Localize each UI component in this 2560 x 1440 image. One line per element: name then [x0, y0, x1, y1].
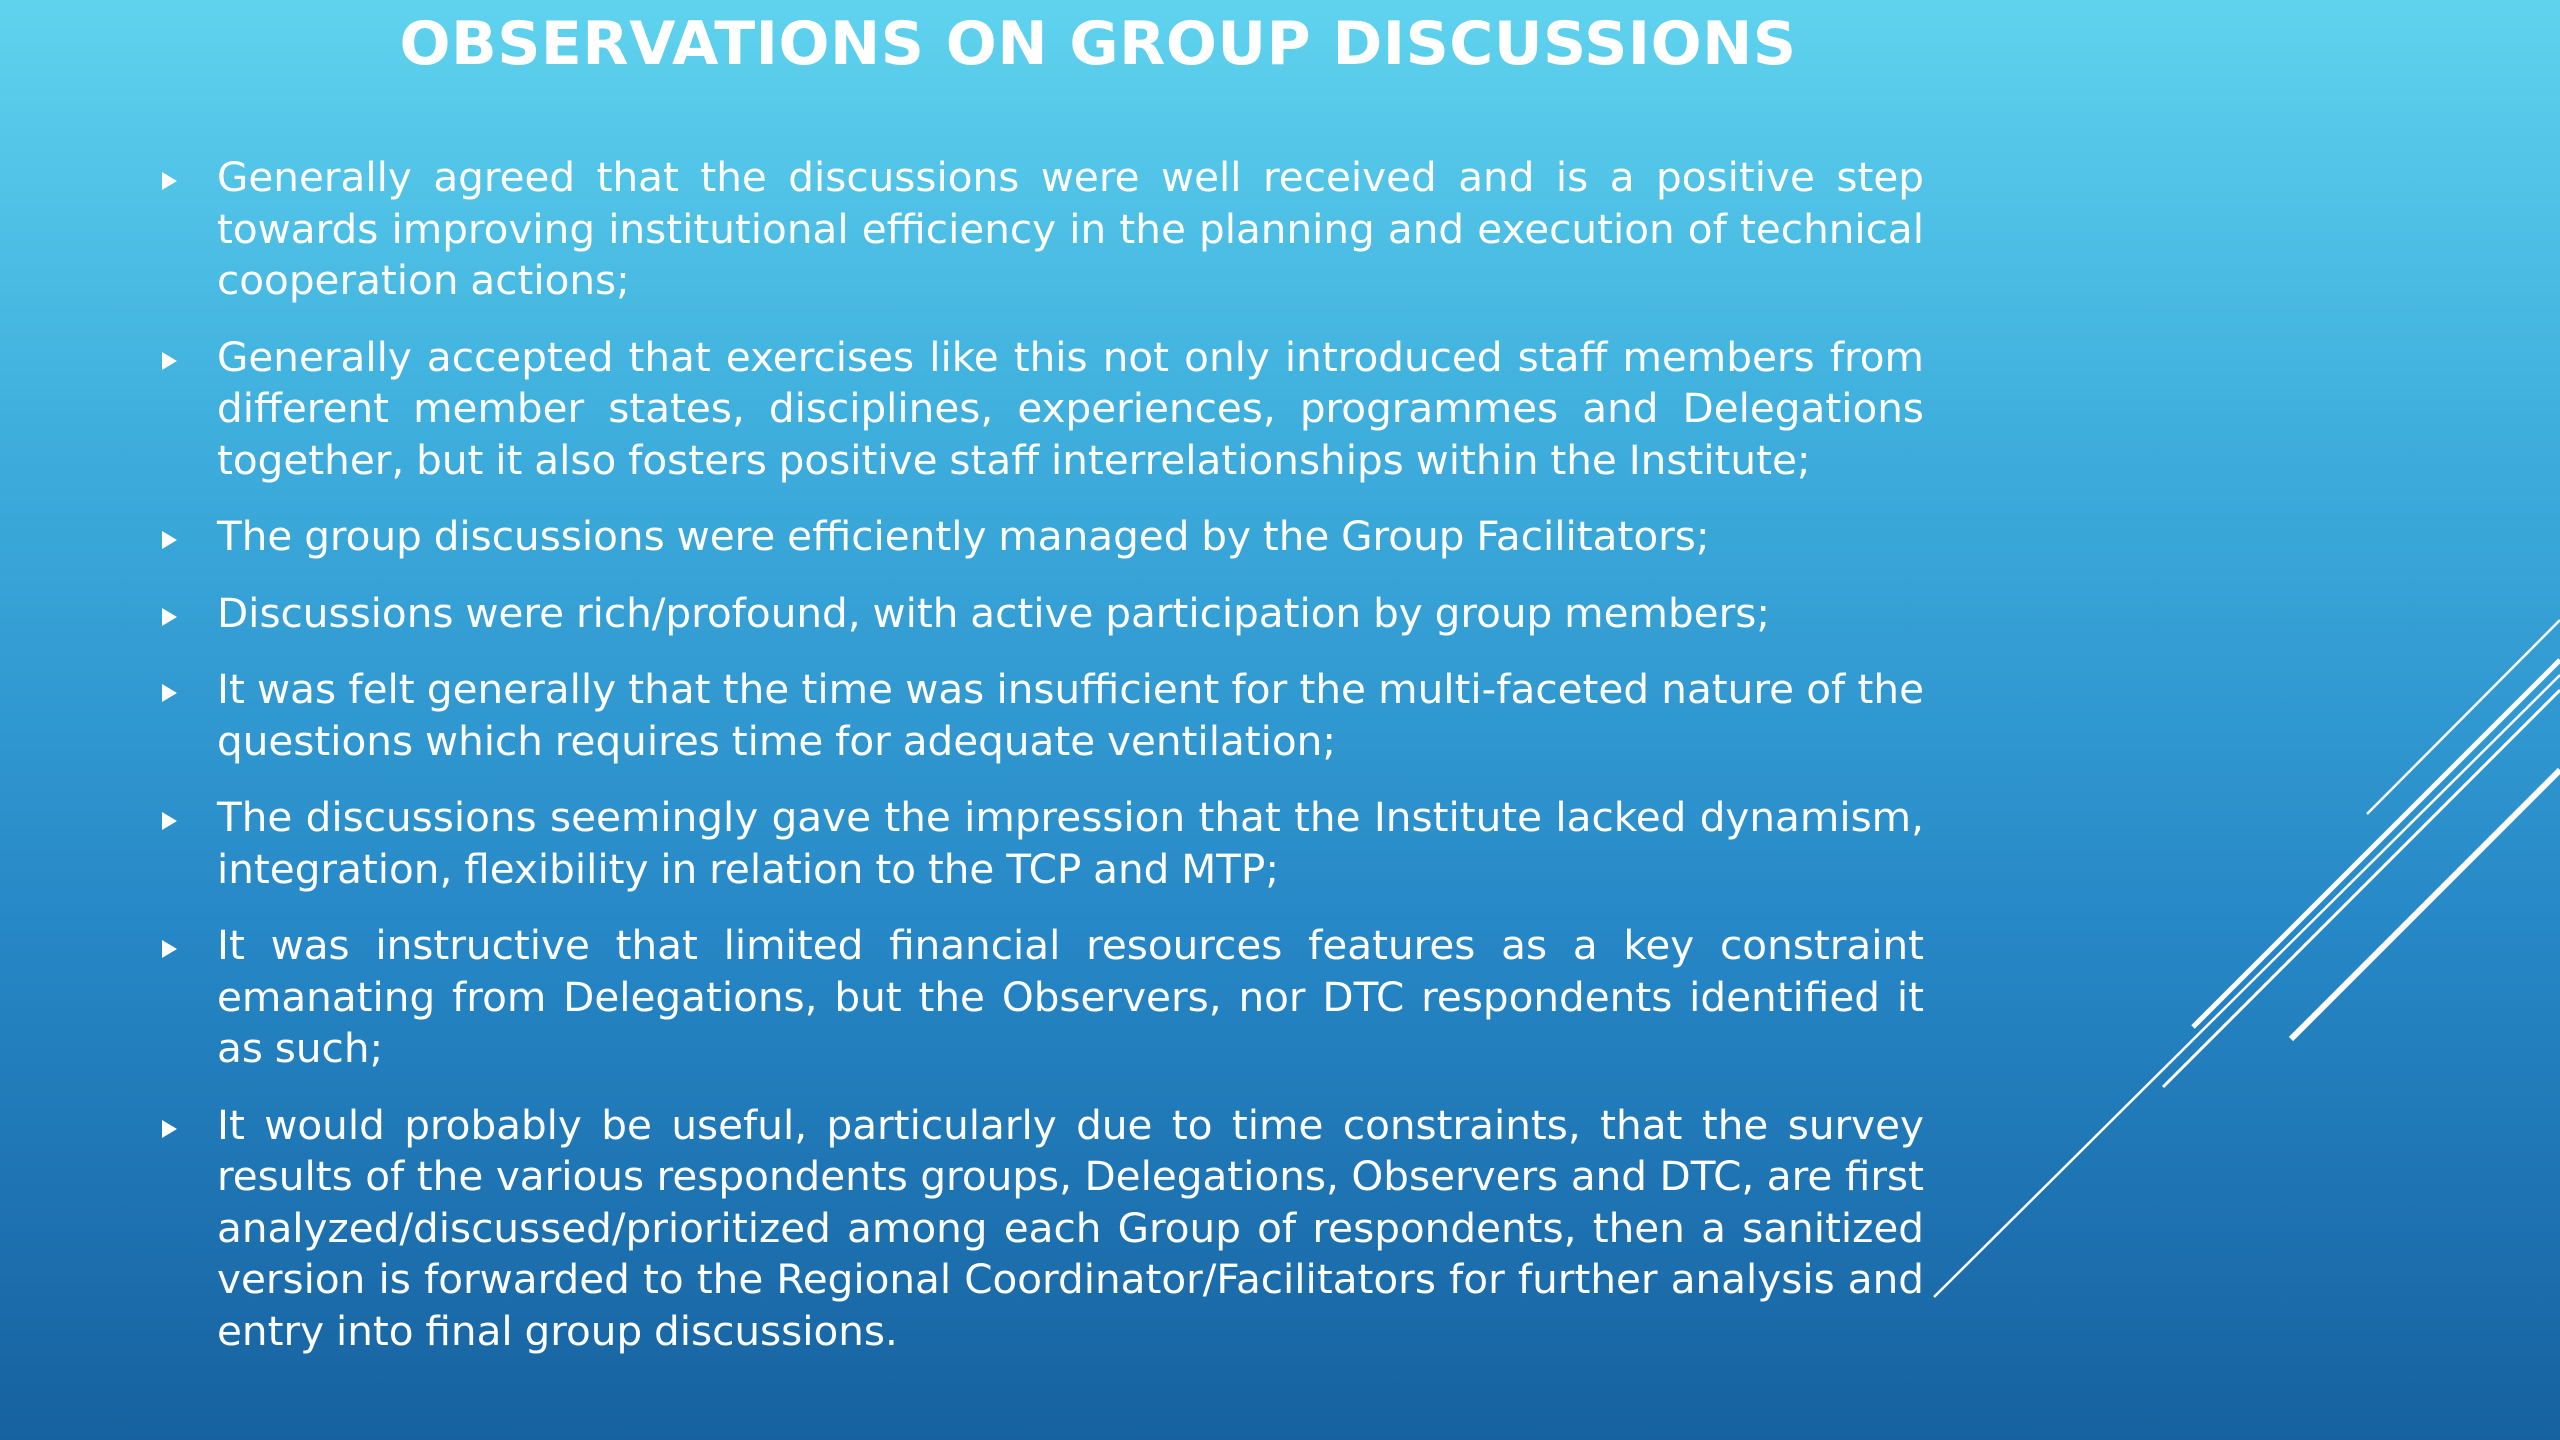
triangle-bullet-icon: [162, 940, 177, 958]
bullet-text: It was felt generally that the time was insufficient for the multi-faceted nature of the questions which requires time for adequate ventilation;: [217, 665, 1924, 765]
triangle-bullet-icon: [162, 352, 177, 370]
diagonal-line: [1934, 675, 2560, 1297]
diagonal-line: [2367, 620, 2560, 814]
bullet-text: It was instructive that limited financial resources features as a key constraint emanating from Delegations, but the Observers, nor DTC respondents identified it as such;: [217, 921, 1924, 1072]
bullet-text: Discussions were rich/profound, with active participation by group members;: [217, 588, 1770, 637]
bullet-item: [217, 1100, 1924, 1358]
triangle-bullet-icon: [162, 684, 177, 702]
triangle-bullet-icon: [162, 172, 177, 190]
bullet-item: [217, 588, 1924, 640]
bullet-text: Generally agreed that the discussions were well received and is a positive step towards improving institutional efficiency in the planning and execution of technical cooperation actions;: [217, 153, 1924, 304]
bullet-item: [217, 920, 1924, 1075]
triangle-bullet-icon: [162, 531, 177, 549]
diagonal-line: [2291, 770, 2560, 1039]
bullet-text: Generally accepted that exercises like this not only introduced staff members from different member states, disciplines, experiences, programmes and Delegations together, but it also fosters positive staff interrelationships within the Institute;: [217, 332, 1924, 484]
bullet-item: [217, 664, 1924, 767]
triangle-bullet-icon: [162, 608, 177, 626]
bullet-list: [217, 152, 1924, 1382]
diagonal-line: [2163, 690, 2560, 1087]
triangle-bullet-icon: [162, 1120, 177, 1138]
diagonal-line: [2193, 660, 2560, 1027]
bullet-item: [217, 152, 1924, 307]
bullet-text: The discussions seemingly gave the impression that the Institute lacked dynamism, integration, flexibility in relation to the TCP and MTP;: [217, 793, 1924, 893]
triangle-bullet-icon: [162, 812, 177, 830]
bullet-item: [217, 792, 1924, 895]
slide-title: OBSERVATIONS ON GROUP DISCUSSIONS: [399, 9, 1797, 79]
bullet-text: The group discussions were efficiently managed by the Group Facilitators;: [217, 512, 1710, 560]
bullet-text: It would probably be useful, particularly due to time constraints, that the survey results of the various respondents groups, Delegations, Observers and DTC, are first analyzed/discussed/prioritized among each Group of respondents, then a sanitized version is forwarded to the Regional Coordinator/Facilitators for further analysis and entry into final group discussions.: [217, 1100, 1924, 1355]
bullet-item: [217, 332, 1924, 487]
bullet-item: [217, 511, 1924, 563]
